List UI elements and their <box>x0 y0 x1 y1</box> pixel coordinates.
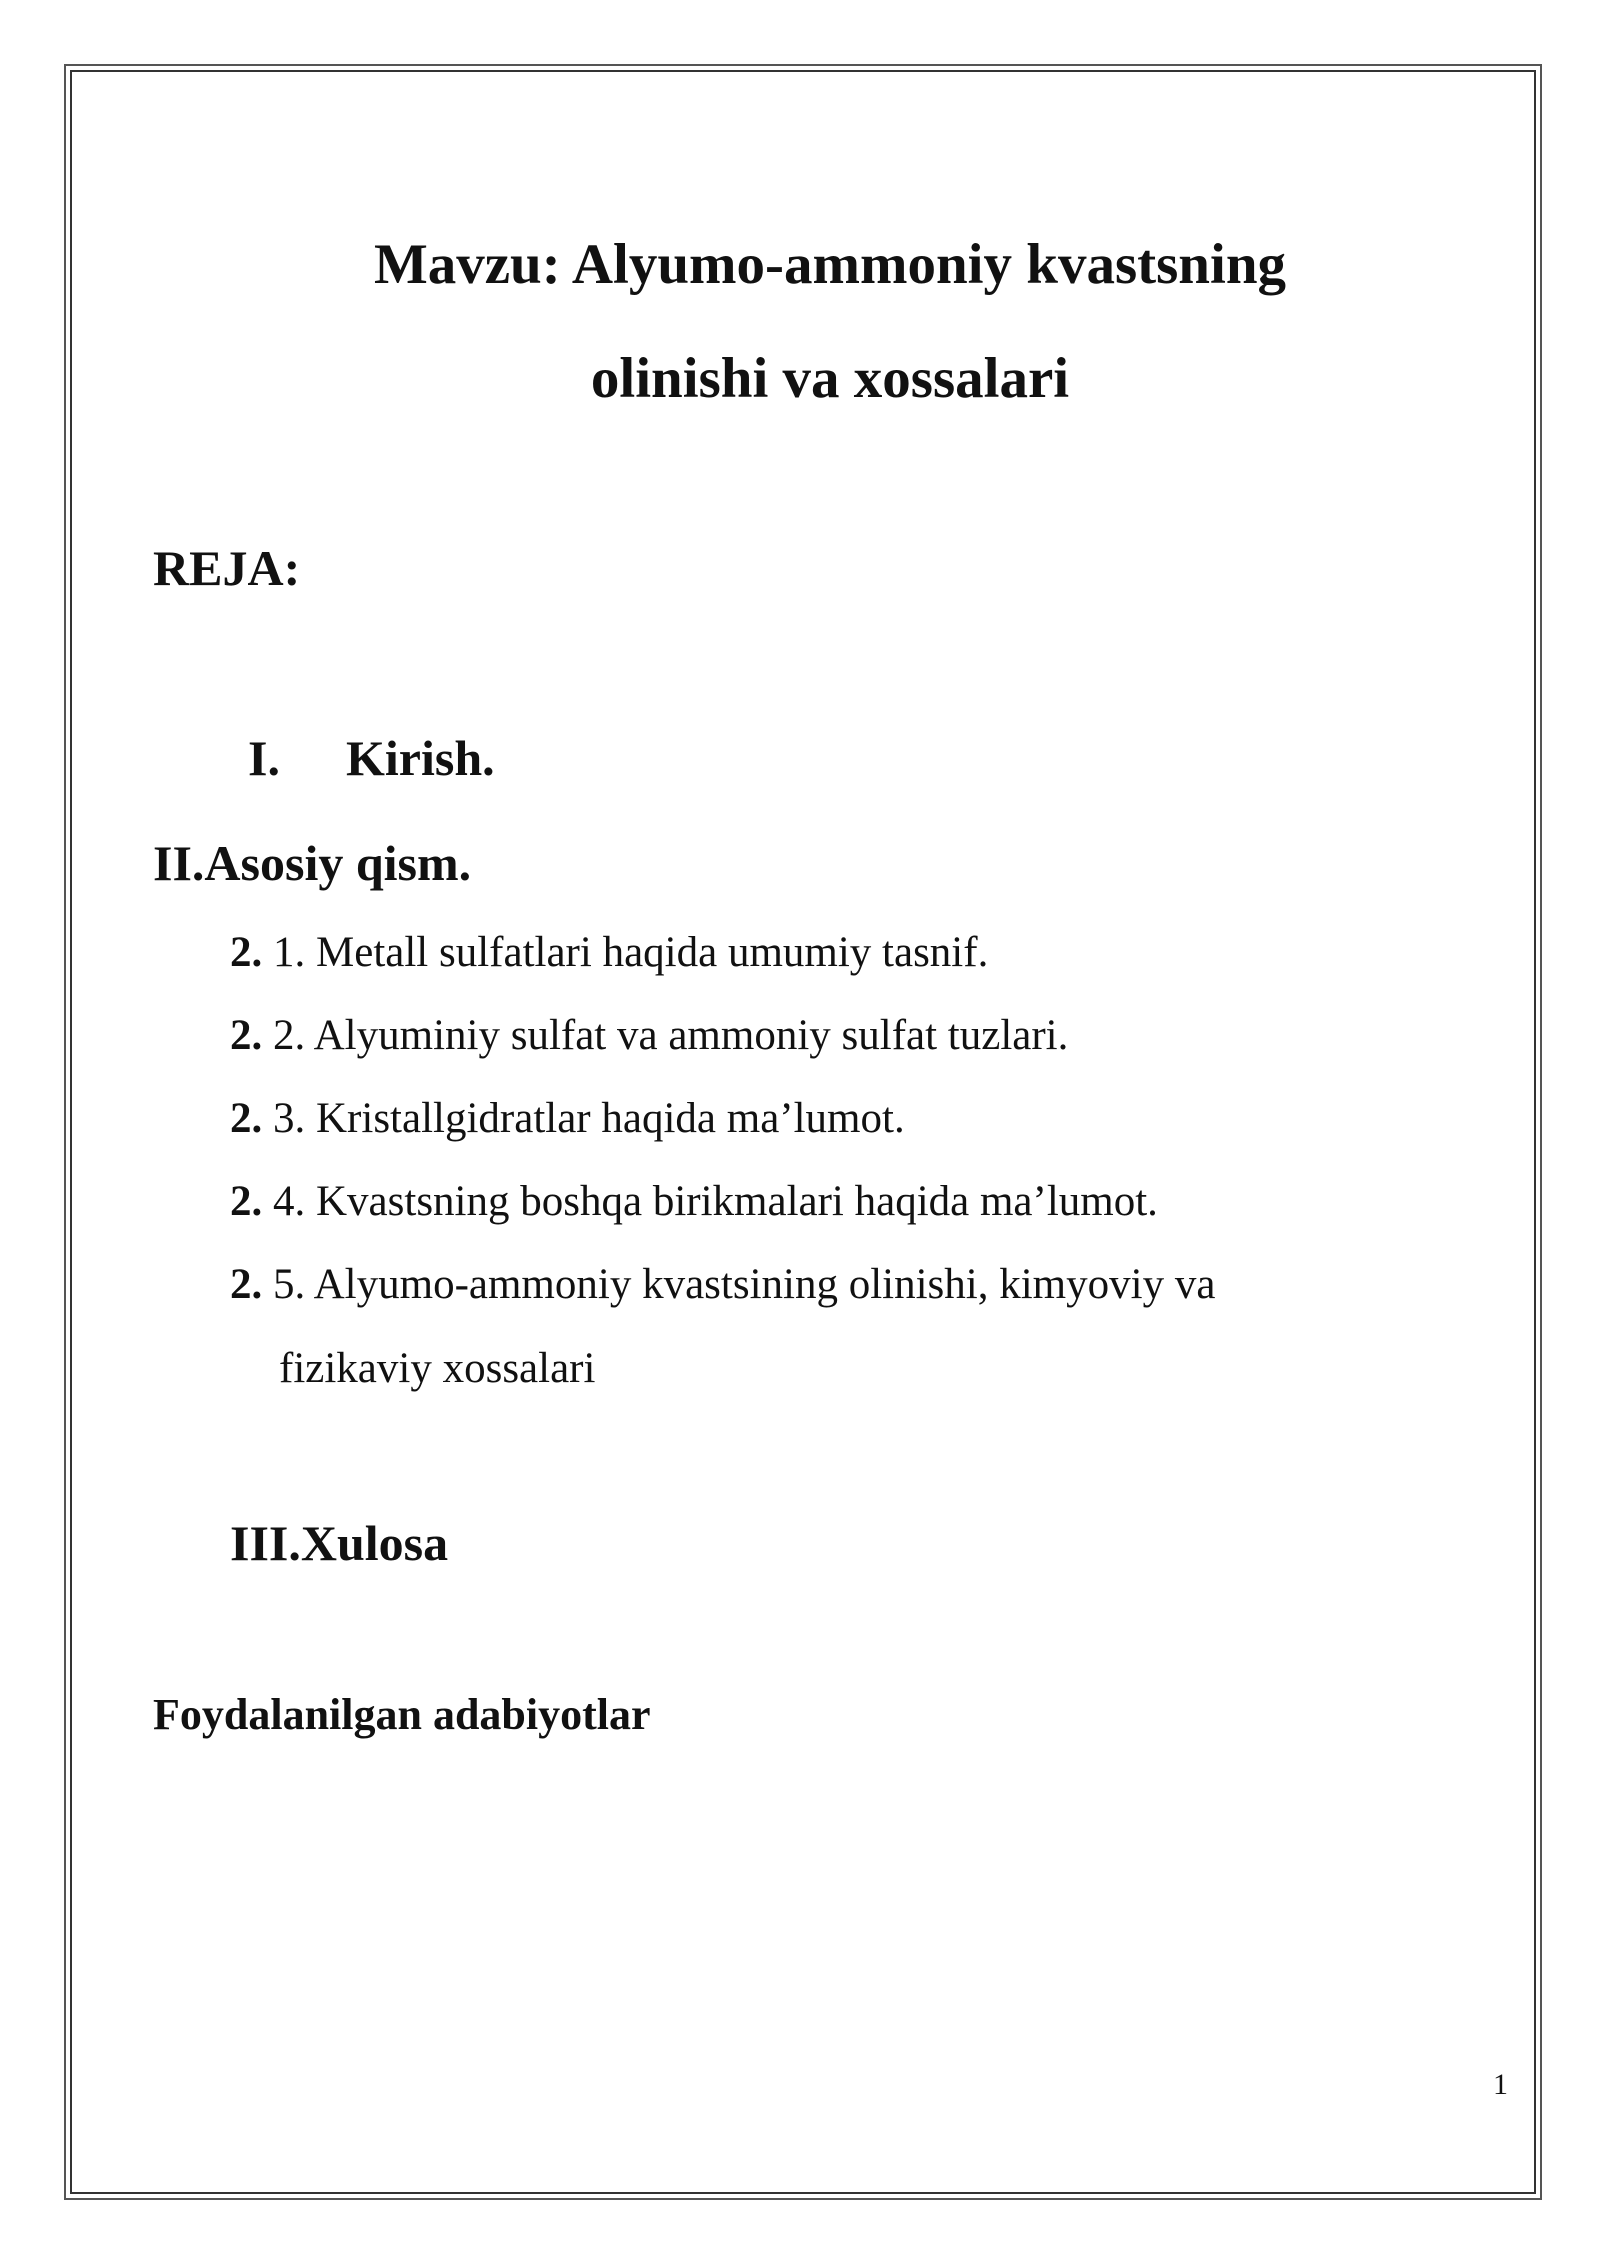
list-item-text: 5. Alyumo-ammoniy kvastsining olinishi, kimyoviy va <box>273 1261 1216 1308</box>
document-title-line-2: olinishi va xossalari <box>590 347 1070 410</box>
list-item-text: 3. Kristallgidratlar haqida ma’lumot. <box>273 1095 905 1142</box>
document-title-line-1: Mavzu: Alyumo-ammoniy kvastsning <box>373 233 1287 296</box>
list-item-number: 2. <box>230 929 263 976</box>
list-item <box>230 1014 1068 1057</box>
list-item-number: 2. <box>230 1178 263 1225</box>
section-2-label: II.Asosiy qism. <box>153 835 472 891</box>
list-item-continuation: fizikaviy xossalari <box>279 1345 596 1392</box>
list-item <box>230 931 988 974</box>
section-3-label: III.Xulosa <box>230 1515 449 1571</box>
section-1-label: Kirish. <box>346 730 495 786</box>
list-item <box>230 1263 1215 1306</box>
list-item-text: 4. Kvastsning boshqa birikmalari haqida ma’lumot. <box>273 1178 1158 1225</box>
list-item-number: 2. <box>230 1261 263 1308</box>
list-item <box>230 1097 905 1140</box>
list-item-text: 1. Metall sulfatlari haqida umumiy tasnif. <box>273 929 989 976</box>
references-heading: Foydalanilgan adabiyotlar <box>153 1690 651 1739</box>
section-1-number: I. <box>248 730 280 786</box>
plan-heading: REJA: <box>153 540 301 596</box>
list-item-text: 2. Alyuminiy sulfat va ammoniy sulfat tuzlari. <box>273 1012 1069 1059</box>
page-number: 1 <box>1493 2068 1508 2101</box>
list-item <box>230 1180 1158 1223</box>
list-item-number: 2. <box>230 1012 263 1059</box>
list-item-number: 2. <box>230 1095 263 1142</box>
